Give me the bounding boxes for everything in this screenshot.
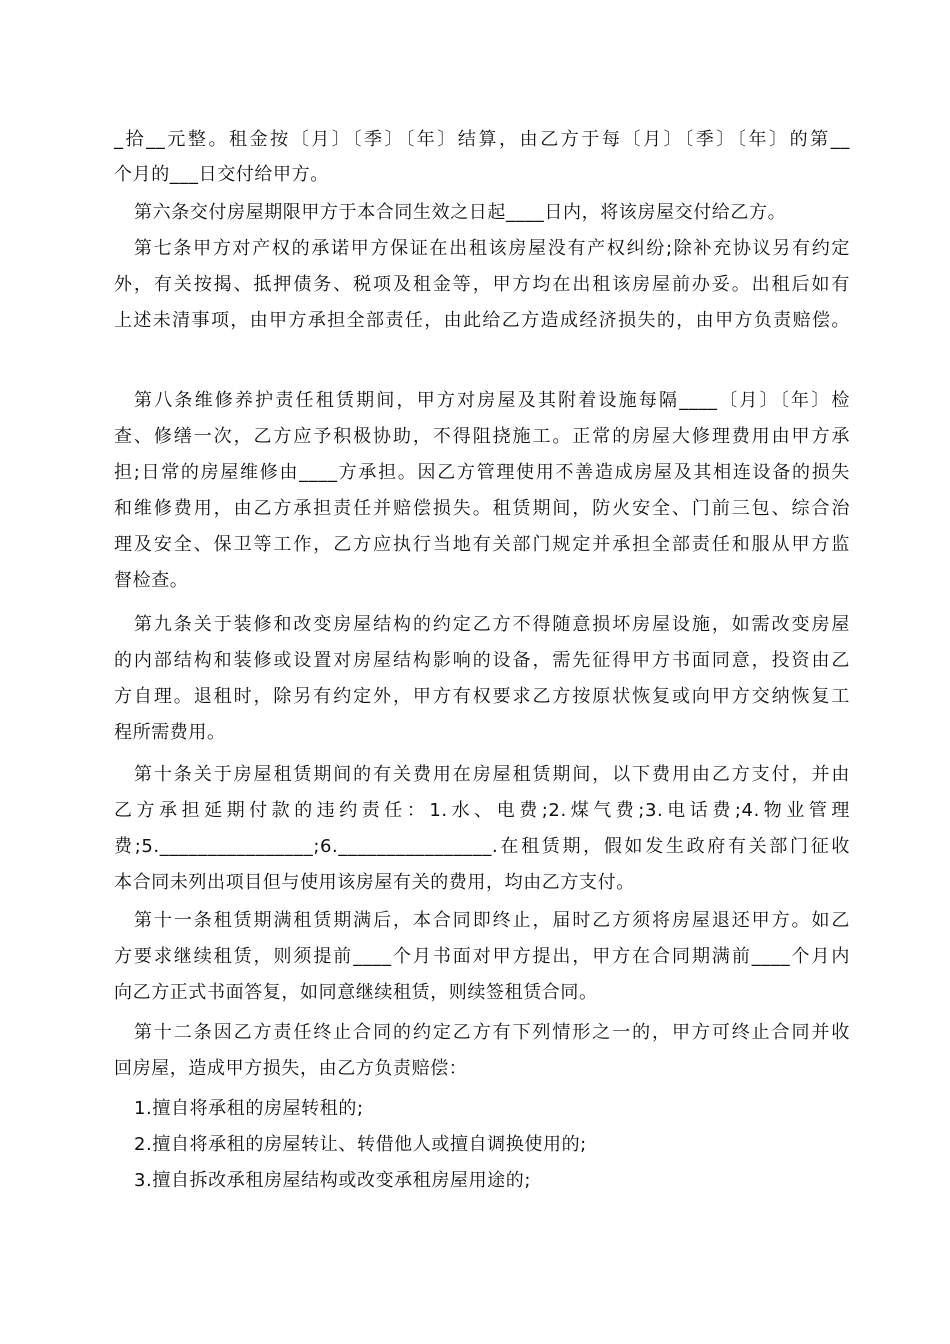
article8-line-6: 督检查。 (114, 570, 189, 591)
article10-line-1: 第十条关于房屋租赁期间的有关费用在房屋租赁期间，以下费用由乙方支付，并由 (134, 764, 850, 785)
article10-line-2: 乙方承担延期付款的违约责任：1.水、电费;2.煤气费;3.电话费;4.物业管理 (114, 800, 850, 821)
article11-line-2: 方要求继续租赁，则须提前____个月书面对甲方提出，甲方在合同期满前____个月内 (114, 946, 850, 967)
article8-line-4: 和维修费用，由乙方承担责任并赔偿损失。租赁期间，防火安全、门前三包、综合治 (114, 498, 850, 519)
article9-line-2: 的内部结构和装修或设置对房屋结构影响的设备，需先征得甲方书面同意，投资由乙 (114, 650, 850, 671)
article12-line-1: 第十二条因乙方责任终止合同的约定乙方有下列情形之一的，甲方可终止合同并收 (134, 1022, 850, 1043)
article8-line-3: 担;日常的房屋维修由____方承担。因乙方管理使用不善造成房屋及其相连设备的损失 (114, 462, 850, 483)
article9-line-3: 方自理。退租时，除另有约定外，甲方有权要求乙方按原状恢复或向甲方交纳恢复工 (114, 686, 850, 707)
fee-line-2: 个月的___日交付给甲方。 (114, 164, 329, 185)
article6-line-1: 第六条交付房屋期限甲方于本合同生效之日起____日内，将该房屋交付给乙方。 (134, 202, 787, 223)
article7-line-3: 上述未清事项，由甲方承担全部责任，由此给乙方造成经济损失的，由甲方负责赔偿。 (114, 310, 850, 331)
article9-line-1: 第九条关于装修和改变房屋结构的约定乙方不得随意损坏房屋设施，如需改变房屋 (134, 614, 850, 635)
list-item: 3.擅自拆改承租房屋结构或改变承租房屋用途的; (134, 1170, 532, 1191)
article8-line-2: 查、修缮一次，乙方应予积极协助，不得阻挠施工。正常的房屋大修理费用由甲方承 (114, 426, 850, 447)
article7-line-1: 第七条甲方对产权的承诺甲方保证在出租该房屋没有产权纠纷;除补充协议另有约定 (134, 238, 850, 259)
article9-line-4: 程所需费用。 (114, 722, 226, 743)
article8-line-5: 理及安全、保卫等工作，乙方应执行当地有关部门规定并承担全部责任和服从甲方监 (114, 534, 850, 555)
fee-line-1: _拾__元整。租金按〔月〕〔季〕〔年〕结算，由乙方于每〔月〕〔季〕〔年〕的第__ (114, 129, 850, 150)
article11-line-1: 第十一条租赁期满租赁期满后，本合同即终止，届时乙方须将房屋退还甲方。如乙 (134, 910, 850, 931)
list-item: 2.擅自将承租的房屋转让、转借他人或擅自调换使用的; (134, 1134, 587, 1155)
article7-line-2: 外，有关按揭、抵押债务、税项及租金等，甲方均在出租该房屋前办妥。出租后如有 (114, 274, 850, 295)
list-item: 1.擅自将承租的房屋转租的; (134, 1098, 364, 1119)
article12-line-2: 回房屋，造成甲方损失，由乙方负责赔偿： (114, 1058, 468, 1079)
article8-line-1: 第八条维修养护责任租赁期间，甲方对房屋及其附着设施每隔____〔月〕〔年〕检 (134, 390, 850, 411)
article10-line-4: 本合同未列出项目但与使用该房屋有关的费用，均由乙方支付。 (114, 872, 635, 893)
article10-line-3: 费;5.________________;6.________________.在租赁期，假如发生政府有关部门征收 (114, 836, 850, 857)
article11-line-3: 向乙方正式书面答复，如同意继续租赁，则续签租赁合同。 (114, 982, 598, 1003)
